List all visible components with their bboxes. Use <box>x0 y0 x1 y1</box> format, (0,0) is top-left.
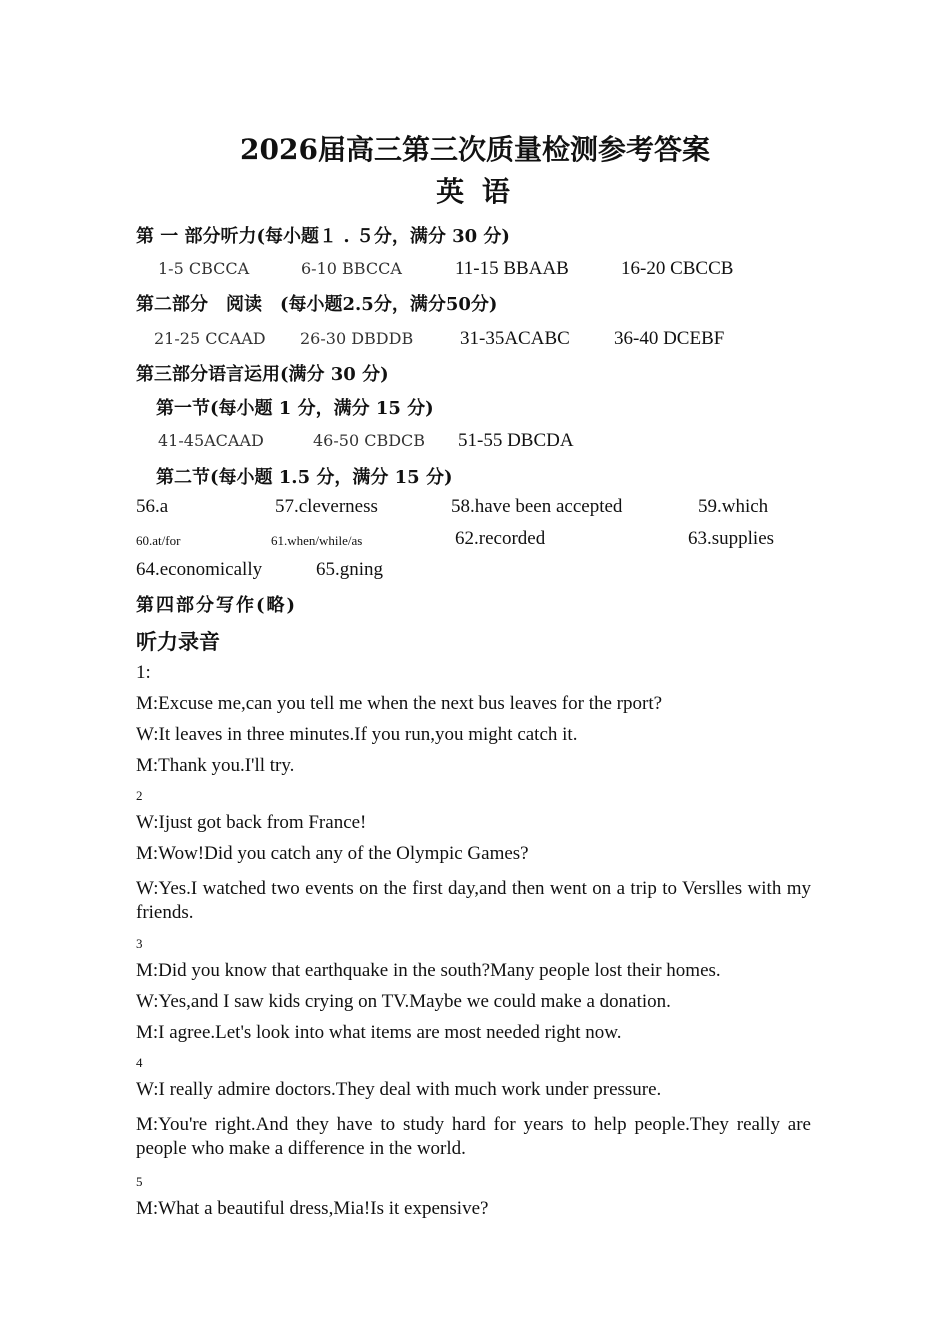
dialogue-1-line-3: M:Thank you.I'll try. <box>136 755 295 776</box>
dialogue-2-line-3: W:Yes.I watched two events on the first day,and then went on a trip to Verslles with my friends. <box>136 878 811 923</box>
answer-62: 62.recorded <box>455 528 546 549</box>
part2-answer-3: 31-35ACABC <box>460 328 570 349</box>
answer-64: 64.economically <box>136 559 263 580</box>
dialogue-2-line-1: W:Ijust got back from France! <box>136 812 367 833</box>
answer-65: 65.gning <box>316 559 384 580</box>
answer-57: 57.cleverness <box>275 496 378 517</box>
dialogue-2-number: 2 <box>136 788 143 803</box>
answer-63: 63.supplies <box>688 528 775 549</box>
transcript-heading: 听力录音 <box>136 629 220 654</box>
dialogue-1-line-2: W:It leaves in three minutes.If you run,you might catch it. <box>136 724 578 745</box>
part3-section2-heading: 第二节(每小题 1.5 分，满分 15 分) <box>156 467 453 488</box>
answer-56: 56.a <box>136 496 169 517</box>
dialogue-4-line-2: M:You're right.And they have to study hard for years to help people.They really are people who make a difference in the world. <box>136 1114 811 1159</box>
part3-section1-heading: 第一节(每小题 1 分，满分 15 分) <box>156 398 434 419</box>
answer-61: 61.when/while/as <box>271 533 363 548</box>
dialogue-4-line-1: W:I really admire doctors.They deal with much work under pressure. <box>136 1079 662 1100</box>
part2-answer-1: 21-25 CCAAD <box>154 329 266 348</box>
dialogue-1-number: 1: <box>136 662 151 683</box>
subject-title: 英 语 <box>436 175 514 208</box>
dialogue-5-line-1: M:What a beautiful dress,Mia!Is it expensive? <box>136 1198 489 1219</box>
dialogue-5-number: 5 <box>136 1174 143 1189</box>
part1-answer-1: 1-5 CBCCA <box>158 259 250 278</box>
answer-58: 58.have been accepted <box>451 496 623 517</box>
dialogue-3-line-2: W:Yes,and I saw kids crying on TV.Maybe we could make a donation. <box>136 991 671 1012</box>
part3-section1-answer-3: 51-55 DBCDA <box>458 430 574 451</box>
answer-60: 60.at/for <box>136 533 181 548</box>
part2-answer-4: 36-40 DCEBF <box>614 328 725 349</box>
part4-heading: 第四部分写作(略) <box>136 595 298 616</box>
document-title: 2026届高三第三次质量检测参考答案 <box>240 133 710 166</box>
answer-59: 59.which <box>698 496 769 517</box>
dialogue-2-line-2: M:Wow!Did you catch any of the Olympic Games? <box>136 843 529 864</box>
part3-section1-answer-1: 41-45ACAAD <box>158 431 264 450</box>
dialogue-4-number: 4 <box>136 1055 143 1070</box>
part1-answer-2: 6-10 BBCCA <box>301 259 402 278</box>
dialogue-3-line-3: M:I agree.Let's look into what items are most needed right now. <box>136 1022 622 1043</box>
part3-section1-answer-2: 46-50 CBDCB <box>313 431 426 450</box>
part1-answer-3: 11-15 BBAAB <box>455 258 569 279</box>
part3-heading: 第三部分语言运用(满分 30 分) <box>136 364 389 385</box>
dialogue-1-line-1: M:Excuse me,can you tell me when the next bus leaves for the rport? <box>136 693 663 714</box>
part1-answer-4: 16-20 CBCCB <box>621 258 734 279</box>
dialogue-3-number: 3 <box>136 936 143 951</box>
part1-heading: 第 一 部分听力(每小题１ . ５分，满分 30 分) <box>136 226 510 247</box>
part2-heading: 第二部分 阅读 (每小题2.5分，满分50分) <box>136 294 498 315</box>
dialogue-3-line-1: M:Did you know that earthquake in the south?Many people lost their homes. <box>136 960 721 981</box>
part2-answer-2: 26-30 DBDDB <box>300 329 414 348</box>
